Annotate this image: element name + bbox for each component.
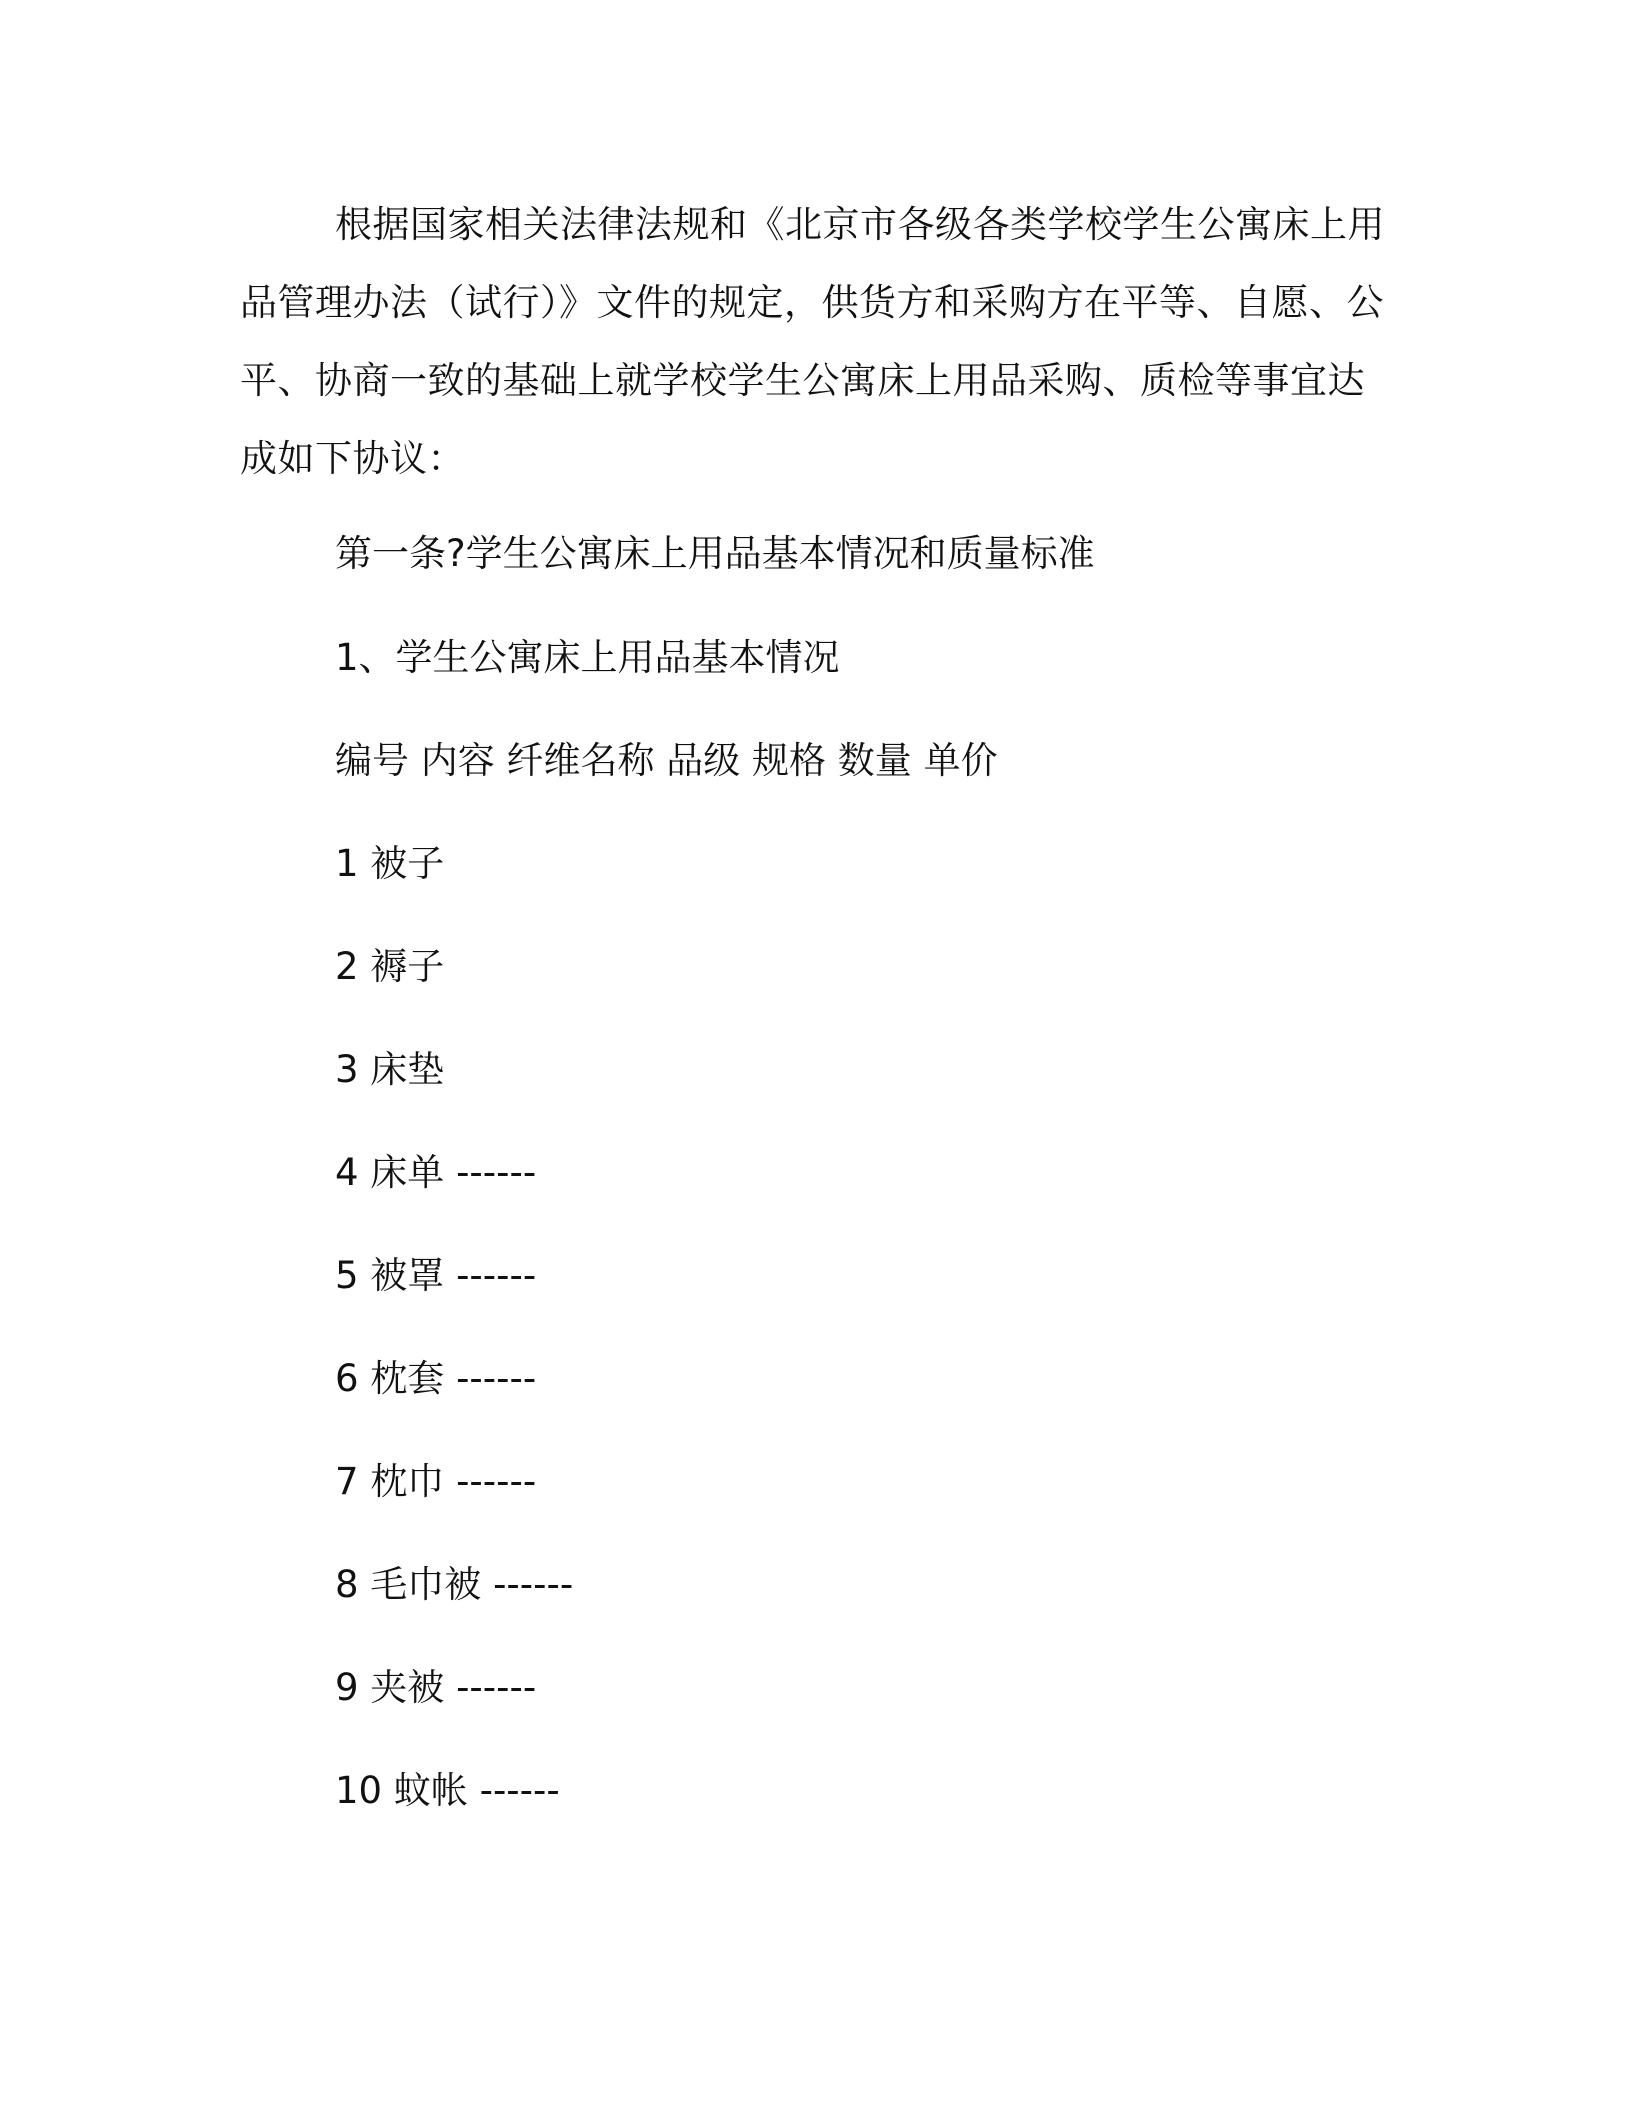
list-item: 2 褥子 [335,945,445,988]
article-heading: 第一条?学生公寓床上用品基本情况和质量标准 [335,532,1095,575]
section-heading: 1、学生公寓床上用品基本情况 [335,636,840,679]
list-item: 6 枕套 ------ [335,1357,537,1400]
list-item: 5 被罩 ------ [335,1254,537,1297]
list-item: 1 被子 [335,842,445,885]
intro-paragraph: 根据国家相关法律法规和《北京市各级各类学校学生公寓床上用品管理办法（试行）》文件的规定，供货方和采购方在平等、自愿、公平、协商一致的基础上就学校学生公寓床上用品采购、质检等事宜达成如下协议： [240,203,1385,480]
list-item: 10 蚊帐 ------ [335,1769,560,1812]
table-header: 编号 内容 纤维名称 品级 规格 数量 单价 [335,739,998,782]
list-item: 9 夹被 ------ [335,1666,537,1709]
list-item: 3 床垫 [335,1048,445,1091]
list-item: 4 床单 ------ [335,1151,537,1194]
list-item: 8 毛巾被 ------ [335,1563,574,1606]
list-item: 7 枕巾 ------ [335,1460,537,1503]
